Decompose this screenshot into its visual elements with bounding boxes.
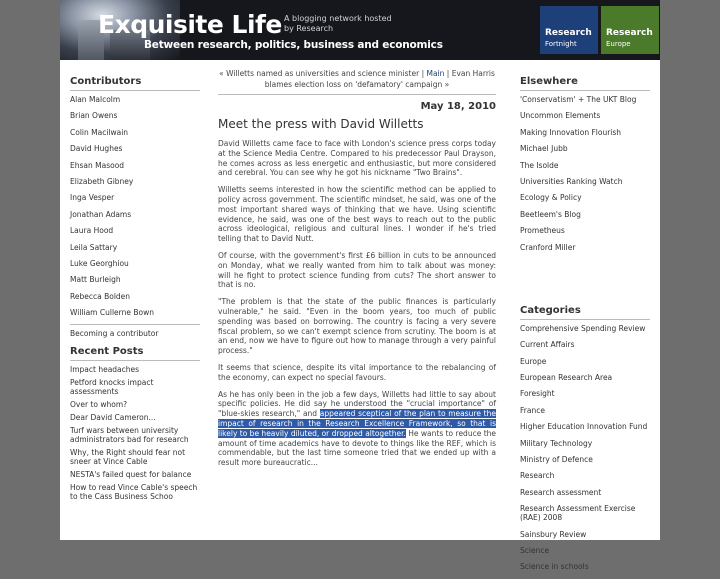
site-title[interactable]: Exquisite Life: [98, 10, 282, 39]
contributor-link[interactable]: William Cullerne Bown: [70, 308, 154, 318]
category-link[interactable]: European Research Area: [520, 373, 613, 383]
external-blog-link[interactable]: The Isolde: [520, 160, 559, 170]
contributor-link[interactable]: David Hughes: [70, 144, 123, 154]
category-link[interactable]: Higher Education Innovation Fund: [520, 422, 648, 432]
main-content: [218, 68, 496, 475]
main-link[interactable]: Main: [426, 69, 445, 78]
category-link[interactable]: France: [520, 405, 545, 415]
external-blog-link[interactable]: Michael Jubb: [520, 144, 568, 154]
previous-post-link[interactable]: « Willetts named as universities and science minister: [219, 69, 420, 78]
category-link[interactable]: Ministry of Defence: [520, 455, 593, 465]
contributor-link[interactable]: Ehsan Masood: [70, 160, 125, 170]
contributors-heading: Contributors: [70, 76, 200, 91]
contributor-link[interactable]: Brian Owens: [70, 111, 118, 121]
recent-post-link[interactable]: How to read Vince Cable's speech to the Cass Business Schoo: [70, 482, 198, 501]
left-sidebar: [70, 76, 200, 505]
contributor-link[interactable]: Matt Burleigh: [70, 275, 121, 285]
contributors-list: [70, 95, 200, 317]
external-blog-link[interactable]: Ecology & Policy: [520, 193, 582, 203]
category-link[interactable]: Europe: [520, 356, 547, 366]
contributor-link[interactable]: Luke Georghiou: [70, 258, 129, 268]
become-contributor-link[interactable]: Becoming a contributor: [70, 329, 159, 339]
recent-post-link[interactable]: Turf wars between university administrators bad for research: [70, 425, 189, 444]
contributor-link[interactable]: Jonathan Adams: [70, 209, 132, 219]
external-blog-link[interactable]: Beetleem's Blog: [520, 209, 581, 219]
right-sidebar: [520, 76, 650, 579]
post-paragraph: Willetts seems interested in how the scientific method can be applied to policy across government. The scientific mindset, he said, was one of the most important shared ways of thinking that we have. Using scientific evidence, he said, was one of the best ways to reach out to the public across ideological, religious and cultural lines. I wonder if he's tried telling that to David Nutt.: [218, 185, 496, 244]
recent-post-link[interactable]: NESTA's failed quest for balance: [70, 469, 192, 479]
external-blog-link[interactable]: Cranford Miller: [520, 242, 576, 252]
contributor-link[interactable]: Laura Hood: [70, 226, 114, 236]
text-after-selection: He wants to reduce the amount of time academics have to devote to things like the REF, which is commendable, but the last time someone tried that we ended up with a result more bureaucratic...: [218, 428, 497, 468]
research-europe-logo[interactable]: [601, 6, 659, 54]
contributor-link[interactable]: Elizabeth Gibney: [70, 176, 134, 186]
site-header: [60, 0, 660, 60]
post-paragraph: It seems that science, despite its vital importance to the rebalancing of the economy, can expect no special favours.: [218, 362, 496, 382]
logo-line2: Europe: [606, 40, 631, 48]
categories-list: [520, 324, 650, 571]
external-blog-link[interactable]: Making Innovation Flourish: [520, 127, 622, 137]
category-link[interactable]: Research assessment: [520, 487, 602, 497]
recent-post-link[interactable]: Over to whom?: [70, 399, 128, 409]
nav-separator: |: [421, 69, 425, 78]
external-blog-link[interactable]: Prometheus: [520, 226, 565, 236]
category-link[interactable]: Comprehensive Spending Review: [520, 323, 646, 333]
post-paragraph: David Willetts came face to face with London's science press corps today at the Science Media Centre. Compared to his predecessor Paul Drayson, he comes across as less energetic and enthusiastic, but more considered and cerebral. You can see why he got his nickname "Two Brains".: [218, 139, 496, 178]
site-subtitle: Between research, politics, business and economics: [144, 39, 443, 51]
category-link[interactable]: Foresight: [520, 389, 555, 399]
category-link[interactable]: Sainsbury Review: [520, 529, 587, 539]
category-link[interactable]: Military Technology: [520, 438, 593, 448]
logo-line1: Research: [545, 28, 592, 38]
category-link[interactable]: Research: [520, 471, 555, 481]
post-title[interactable]: Meet the press with David Willetts: [218, 117, 424, 131]
contributor-link[interactable]: Alan Malcolm: [70, 95, 121, 104]
category-link[interactable]: Research Assessment Exercise (RAE) 2008: [520, 504, 636, 523]
logo-line1: Research: [606, 28, 653, 38]
recent-post-link[interactable]: Petford knocks impact assessments: [70, 377, 154, 396]
external-blog-link[interactable]: Uncommon Elements: [520, 111, 601, 121]
post-date: May 18, 2010: [420, 101, 496, 112]
contributor-link[interactable]: Inga Vesper: [70, 193, 115, 203]
selected-text[interactable]: appeared sceptical of the plan to measure the impact of research in the Research Excellence Framework, so that is likely to be heavily diluted, or dropped altogether.: [218, 409, 496, 438]
elsewhere-list: [520, 95, 650, 252]
spacer: [520, 259, 650, 305]
contributor-link[interactable]: Colin Macilwain: [70, 127, 129, 137]
recent-post-link[interactable]: Why, the Right should fear not sneer at Vince Cable: [70, 447, 186, 466]
text-before-selection: As he has only been in the job a few days, Willetts had little to say about specific policies. He did say he understood the "crucial importance" of "blue-skies research," and: [218, 389, 496, 419]
contributor-link[interactable]: Rebecca Bolden: [70, 291, 131, 301]
post-paragraph: Of course, with the government's first £6 billion in cuts to be announced on Monday, what we really wanted from him to talk about was money: will he fight to protect science funding from cuts? The short answer to that is no.: [218, 250, 496, 290]
post-body: [218, 139, 496, 468]
nav-separator: |: [446, 69, 450, 78]
post-navigation: [218, 68, 496, 90]
divider: [218, 94, 496, 95]
category-link[interactable]: Science in schools: [520, 562, 589, 572]
blog-page: [60, 0, 660, 572]
post-paragraph: "The problem is that the state of the public finances is particularly vulnerable," he said. "Even in the boom years, too much of public spending was based on borrowing. The country is facing a very severe fiscal problem, so we can't exempt science from scrutiny. The boom is at an end, now we have to figure out how to manage through a very painful process.": [218, 297, 496, 356]
become-contributor-list: [70, 329, 200, 338]
external-blog-link[interactable]: 'Conservatism' + The UKT Blog: [520, 95, 637, 104]
research-fortnight-logo[interactable]: [540, 6, 598, 54]
recent-post-link[interactable]: Dear David Cameron...: [70, 412, 156, 422]
categories-heading: Categories: [520, 305, 650, 320]
contributor-link[interactable]: Leila Sattary: [70, 242, 118, 252]
next-post-link[interactable]: Evan Harris blames election loss on 'defamatory' campaign »: [264, 69, 495, 89]
recent-posts-heading: Recent Posts: [70, 346, 200, 361]
post-paragraph-highlighted: [218, 390, 496, 468]
recent-posts-list: [70, 365, 200, 501]
elsewhere-heading: Elsewhere: [520, 76, 650, 91]
category-link[interactable]: Science: [520, 545, 550, 555]
category-link[interactable]: Current Affairs: [520, 340, 575, 350]
divider: [70, 324, 200, 325]
site-tagline: A blogging network hosted by Research: [284, 14, 392, 33]
logo-line2: Fortnight: [545, 40, 577, 48]
recent-post-link[interactable]: Impact headaches: [70, 364, 140, 374]
external-blog-link[interactable]: Universities Ranking Watch: [520, 176, 623, 186]
